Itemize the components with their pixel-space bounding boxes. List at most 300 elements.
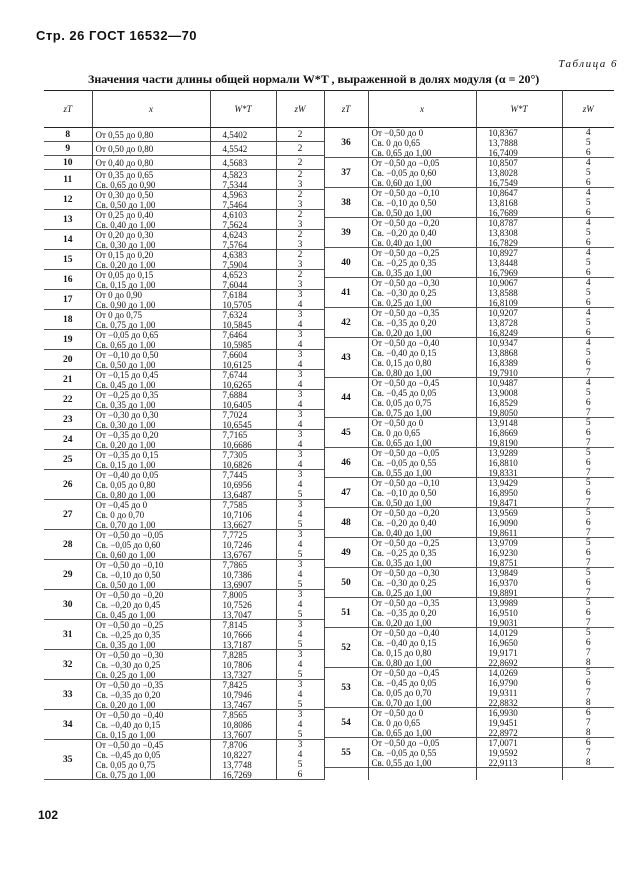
w-value: 16,7829 (488, 238, 518, 248)
w-value: 13,9008 (488, 388, 518, 398)
w-value: 13,9989 (488, 598, 518, 608)
right-group-44-x (369, 378, 476, 418)
right-group-48-zw (563, 508, 615, 538)
w-value: 19,9451 (488, 718, 518, 728)
x-range: Св. 0,35 до 1,00 (95, 640, 156, 650)
right-group-36-x (369, 128, 476, 158)
right-group-36-w (477, 128, 562, 158)
right-group-55-w (477, 738, 562, 768)
x-range: От −0,10 до 0,50 (95, 350, 159, 360)
zw-value: 7 (585, 438, 591, 448)
right-group-39-zw (563, 218, 615, 248)
zw-value: 7 (585, 528, 591, 538)
zw-value: 6 (585, 608, 591, 618)
x-range: От −0,50 до −0,05 (95, 530, 164, 540)
zw-value: 3 (297, 290, 303, 300)
x-range: От 0 до 0,75 (95, 310, 143, 320)
right-group-46-x (369, 448, 476, 478)
x-range: Св. −0,35 до 0,20 (371, 608, 437, 618)
x-range: От −0,50 до −0,40 (371, 338, 440, 348)
right-group-54-zt (325, 708, 368, 738)
header-zt-right: zT (324, 91, 368, 128)
zw-value: 2 (297, 190, 303, 200)
x-range: Св. 0,05 до 0,75 (95, 760, 156, 770)
w-value: 14,0269 (488, 668, 518, 678)
data-table-container (44, 90, 614, 804)
right-group-51-x (369, 598, 476, 628)
zw-value: 5 (585, 258, 591, 268)
w-value: 4,5683 (222, 158, 248, 168)
zw-value: 4 (297, 400, 303, 410)
right-group-53-zw (563, 668, 615, 708)
right-column-w (476, 128, 562, 781)
x-range: Св. 0,15 до 0,80 (371, 648, 432, 658)
zt-value: 22 (63, 394, 73, 405)
w-value: 16,7409 (488, 148, 518, 158)
zt-value: 30 (63, 599, 73, 610)
zt-value: 38 (341, 197, 351, 208)
right-group-37-w (477, 158, 562, 188)
zw-value: 6 (585, 458, 591, 468)
zt-value: 36 (341, 137, 351, 148)
w-value: 4,6383 (222, 250, 248, 260)
zw-value: 6 (585, 328, 591, 338)
zw-value: 4 (585, 188, 591, 198)
w-value: 7,7445 (222, 470, 248, 480)
zw-value: 3 (297, 200, 303, 210)
zt-value: 54 (341, 717, 351, 728)
zw-value: 2 (297, 250, 303, 260)
right-group-45-x (369, 418, 476, 448)
w-value: 10,9067 (488, 278, 518, 288)
x-range: Св. 0,15 до 1,00 (95, 280, 156, 290)
w-value: 7,7585 (222, 500, 248, 510)
w-value: 16,8810 (488, 458, 518, 468)
x-range: Св. −0,25 до 0,35 (371, 258, 437, 268)
x-range: Св. 0,15 до 1,00 (95, 730, 156, 740)
x-range: От −0,50 до −0,05 (371, 158, 440, 168)
right-group-36-zw (563, 128, 615, 158)
zw-value: 3 (297, 620, 303, 630)
x-range: Св. 0,80 до 1,00 (371, 658, 432, 668)
zw-value: 8 (585, 728, 591, 738)
left-group-32-zw (277, 650, 324, 680)
x-range: Св. 0,25 до 1,00 (371, 588, 432, 598)
x-range: Св. −0,05 до 0,60 (371, 168, 437, 178)
x-range: Св. 0,50 до 1,00 (95, 580, 156, 590)
zt-value: 32 (63, 659, 73, 670)
zw-value: 7 (585, 648, 591, 658)
w-value: 17,0071 (488, 738, 518, 748)
w-value: 13,9289 (488, 448, 518, 458)
left-group-10-w (211, 156, 276, 170)
w-value: 13,8308 (488, 228, 518, 238)
x-range: Св. −0,30 до 0,25 (95, 660, 161, 670)
left-group-35-zt (44, 740, 92, 780)
x-range: От −0,15 до 0,45 (95, 370, 159, 380)
left-group-18-zt (44, 310, 92, 330)
zw-value: 4 (297, 750, 303, 760)
zt-value: 43 (341, 352, 351, 363)
left-group-20-zt (44, 350, 92, 370)
left-group-8-x (93, 128, 210, 142)
zw-value: 7 (585, 468, 591, 478)
x-range: Св. 0,05 до 0,75 (371, 398, 432, 408)
right-group-46-zw (563, 448, 615, 478)
w-value: 10,7946 (222, 690, 252, 700)
right-group-40-zt (325, 248, 368, 278)
right-group-41-zw (563, 278, 615, 308)
header-x-right: x (368, 91, 476, 128)
zt-value: 40 (341, 257, 351, 268)
left-group-30-zt (44, 590, 92, 620)
zt-value: 35 (63, 754, 73, 765)
w-value: 19,8190 (488, 438, 518, 448)
x-range: От −0,50 до −0,45 (371, 378, 440, 388)
w-value: 4,5402 (222, 130, 248, 140)
left-group-27-x (93, 500, 210, 530)
zw-value: 3 (297, 430, 303, 440)
w-value: 10,8086 (222, 720, 252, 730)
w-value: 13,7607 (222, 730, 252, 740)
x-range: Св. 0,05 до 0,80 (95, 480, 156, 490)
x-range: От −0,50 до 0 (371, 128, 424, 138)
x-range: Св. 0,80 до 1,00 (95, 490, 156, 500)
x-range: Св. 0,45 до 1,00 (95, 610, 156, 620)
w-value: 19,9171 (488, 648, 518, 658)
left-group-29-zt (44, 560, 92, 590)
w-value: 22,8972 (488, 728, 518, 738)
w-value: 13,8028 (488, 168, 518, 178)
x-range: Св. −0,05 до 0,55 (371, 458, 437, 468)
left-group-10-zt (44, 156, 92, 170)
x-range: Св. −0,20 до 0,45 (95, 600, 161, 610)
w-value: 4,5542 (222, 144, 248, 154)
zw-value: 5 (297, 730, 303, 740)
x-range: Св. 0,90 до 1,00 (95, 300, 156, 310)
zt-value: 51 (341, 607, 351, 618)
x-range: Св. −0,25 до 0,35 (95, 630, 161, 640)
w-value: 7,6884 (222, 390, 248, 400)
x-range: Св. 0,75 до 1,00 (95, 320, 156, 330)
w-value: 7,6464 (222, 330, 248, 340)
zw-value: 5 (585, 568, 591, 578)
zw-value: 6 (585, 148, 591, 158)
right-group-42-zw (563, 308, 615, 338)
zt-value: 53 (341, 682, 351, 693)
right-group-45-zw (563, 418, 615, 448)
x-range: Св. −0,20 до 0,40 (371, 518, 437, 528)
left-group-19-x (93, 330, 210, 350)
right-group-43-zt (325, 338, 368, 378)
zt-value: 37 (341, 167, 351, 178)
zw-value: 3 (297, 680, 303, 690)
zw-value: 5 (585, 668, 591, 678)
zw-value: 4 (585, 248, 591, 258)
w-value: 10,9347 (488, 338, 518, 348)
left-group-29-x (93, 560, 210, 590)
zw-value: 4 (585, 218, 591, 228)
w-value: 4,6243 (222, 230, 248, 240)
table-caption: Значения части длины общей нормали W*T , выраженной в долях модуля (α = 20°) (88, 72, 540, 86)
right-group-40-w (477, 248, 562, 278)
zw-value: 6 (585, 518, 591, 528)
w-value: 10,6265 (222, 380, 252, 390)
page-number: 102 (38, 808, 59, 822)
left-group-15-zt (44, 250, 92, 270)
zw-value: 5 (585, 348, 591, 358)
x-range: Св. 0,30 до 1,00 (95, 240, 156, 250)
w-value: 7,5344 (222, 180, 248, 190)
w-value: 10,8227 (222, 750, 252, 760)
x-range: Св. 0,50 до 1,00 (371, 498, 432, 508)
w-value: 13,8168 (488, 198, 518, 208)
x-range: Св. −0,35 до 0,20 (371, 318, 437, 328)
w-value: 13,9569 (488, 508, 518, 518)
zw-value: 7 (585, 688, 591, 698)
w-value: 10,7246 (222, 540, 252, 550)
w-value: 13,6487 (222, 490, 252, 500)
w-value: 7,5624 (222, 220, 248, 230)
zw-value: 4 (297, 660, 303, 670)
page-header: Стр. 26 ГОСТ 16532—70 (36, 28, 198, 43)
w-value: 10,6826 (222, 460, 252, 470)
w-value: 13,6907 (222, 580, 252, 590)
zt-value: 9 (65, 143, 71, 154)
zw-value: 3 (297, 500, 303, 510)
normal-length-table (44, 90, 614, 780)
zw-value: 4 (297, 380, 303, 390)
zw-value: 6 (585, 428, 591, 438)
x-range: Св. 0,70 до 1,00 (95, 520, 156, 530)
w-value: 10,6686 (222, 440, 252, 450)
x-range: Св. −0,40 до 0,15 (95, 720, 161, 730)
w-value: 16,9510 (488, 608, 518, 618)
zt-value: 42 (341, 317, 351, 328)
zt-value: 8 (65, 129, 71, 140)
left-group-11-zt (44, 170, 92, 190)
x-range: Св. 0,20 до 1,00 (95, 440, 156, 450)
w-value: 19,8891 (488, 588, 518, 598)
right-group-36-zt (325, 128, 368, 158)
w-value: 16,9930 (488, 708, 518, 718)
x-range: От −0,50 до −0,25 (95, 620, 164, 630)
left-group-33-zw (277, 680, 324, 710)
x-range: От −0,50 до −0,25 (371, 538, 440, 548)
right-group-48-x (369, 508, 476, 538)
left-group-26-zw (277, 470, 324, 500)
w-value: 10,6545 (222, 420, 252, 430)
zt-value: 45 (341, 427, 351, 438)
left-group-22-zt (44, 390, 92, 410)
left-group-10-x (93, 156, 210, 170)
zw-value: 3 (297, 450, 303, 460)
zw-value: 6 (585, 268, 591, 278)
zw-value: 5 (585, 598, 591, 608)
right-group-52-x (369, 628, 476, 668)
zt-value: 16 (63, 274, 73, 285)
w-value: 13,8868 (488, 348, 518, 358)
left-group-25-zt (44, 450, 92, 470)
w-value: 7,8005 (222, 590, 248, 600)
zt-value: 33 (63, 689, 73, 700)
right-group-43-x (369, 338, 476, 378)
zw-value: 4 (297, 480, 303, 490)
zw-value: 3 (297, 220, 303, 230)
zw-value: 6 (297, 770, 303, 780)
zw-value: 5 (585, 228, 591, 238)
w-value: 7,8706 (222, 740, 248, 750)
zw-value: 4 (297, 600, 303, 610)
w-value: 16,7969 (488, 268, 518, 278)
right-group-38-zw (563, 188, 615, 218)
x-range: От −0,50 до −0,30 (371, 278, 440, 288)
w-value: 19,8471 (488, 498, 518, 508)
left-group-32-x (93, 650, 210, 680)
zw-value: 4 (297, 540, 303, 550)
zt-value: 41 (341, 287, 351, 298)
w-value: 16,8389 (488, 358, 518, 368)
left-group-24-zw (277, 430, 324, 450)
x-range: От −0,50 до −0,35 (95, 680, 164, 690)
x-range: Св. 0,80 до 1,00 (371, 368, 432, 378)
left-group-9-zw (277, 142, 324, 156)
left-group-13-zt (44, 210, 92, 230)
w-value: 10,7806 (222, 660, 252, 670)
x-range: От −0,50 до −0,10 (371, 188, 440, 198)
zw-value: 5 (297, 640, 303, 650)
zt-value: 46 (341, 457, 351, 468)
x-range: От −0,25 до 0,35 (95, 390, 159, 400)
right-group-55-zw (563, 738, 615, 768)
zw-value: 3 (297, 470, 303, 480)
left-group-31-zw (277, 620, 324, 650)
zw-value: 2 (297, 230, 303, 240)
right-group-55-zt (325, 738, 368, 768)
right-group-47-zw (563, 478, 615, 508)
zw-value: 2 (297, 158, 303, 168)
left-group-24-zt (44, 430, 92, 450)
zw-value: 3 (297, 370, 303, 380)
left-group-9-zt (44, 142, 92, 156)
zt-value: 19 (63, 334, 73, 345)
x-range: Св. −0,40 до 0,15 (371, 348, 437, 358)
x-range: От 0,15 до 0,20 (95, 250, 154, 260)
w-value: 16,8950 (488, 488, 518, 498)
right-group-38-zt (325, 188, 368, 218)
w-value: 16,7689 (488, 208, 518, 218)
w-value: 10,7106 (222, 510, 252, 520)
zw-value: 3 (297, 330, 303, 340)
zw-value: 7 (585, 368, 591, 378)
zt-value: 34 (63, 719, 73, 730)
w-value: 10,5985 (222, 340, 252, 350)
x-range: Св. 0,20 до 1,00 (371, 328, 432, 338)
w-value: 10,7526 (222, 600, 252, 610)
zw-value: 5 (297, 670, 303, 680)
zw-value: 5 (297, 610, 303, 620)
x-range: Св. 0,75 до 1,00 (95, 770, 156, 780)
zt-value: 20 (63, 354, 73, 365)
left-group-20-x (93, 350, 210, 370)
w-value: 7,7305 (222, 450, 248, 460)
left-group-14-zt (44, 230, 92, 250)
w-value: 22,8832 (488, 698, 518, 708)
zw-value: 4 (585, 158, 591, 168)
x-range: Св. 0,65 до 1,00 (371, 438, 432, 448)
left-group-30-zw (277, 590, 324, 620)
right-group-50-zw (563, 568, 615, 598)
zt-value: 27 (63, 509, 73, 520)
right-group-53-x (369, 668, 476, 708)
right-group-38-w (477, 188, 562, 218)
zw-value: 5 (297, 520, 303, 530)
x-range: Св. −0,35 до 0,20 (95, 690, 161, 700)
left-group-33-zt (44, 680, 92, 710)
zt-value: 31 (63, 629, 73, 640)
x-range: От −0,50 до −0,20 (371, 508, 440, 518)
left-group-29-zw (277, 560, 324, 590)
header-zw-right: zW (562, 91, 614, 128)
x-range: Св. 0,75 до 1,00 (371, 408, 432, 418)
right-group-54-w (477, 708, 562, 738)
w-value: 7,8425 (222, 680, 248, 690)
zt-value: 23 (63, 414, 73, 425)
w-value: 10,7386 (222, 570, 252, 580)
zt-value: 13 (63, 214, 73, 225)
right-group-42-w (477, 308, 562, 338)
zw-value: 3 (297, 280, 303, 290)
w-value: 7,6044 (222, 280, 248, 290)
x-range: От −0,50 до −0,20 (95, 590, 164, 600)
w-value: 7,7165 (222, 430, 248, 440)
w-value: 13,9709 (488, 538, 518, 548)
left-group-28-w (211, 530, 276, 560)
w-value: 13,6627 (222, 520, 252, 530)
x-range: От 0,30 до 0,50 (95, 190, 154, 200)
w-value: 13,7748 (222, 760, 252, 770)
w-value: 7,5904 (222, 260, 248, 270)
x-range: От −0,50 до −0,30 (371, 568, 440, 578)
zw-value: 6 (585, 738, 591, 748)
right-group-41-zt (325, 278, 368, 308)
left-group-26-zt (44, 470, 92, 500)
zw-value: 4 (297, 340, 303, 350)
left-group-21-zw (277, 370, 324, 390)
x-range: От −0,45 до 0 (95, 500, 148, 510)
x-range: От −0,50 до −0,35 (371, 308, 440, 318)
x-range: Св. 0 до 0,65 (371, 718, 421, 728)
w-value: 13,7888 (488, 138, 518, 148)
w-value: 14,0129 (488, 628, 518, 638)
right-group-43-w (477, 338, 562, 378)
zw-value: 4 (297, 570, 303, 580)
w-value: 16,7549 (488, 178, 518, 188)
zt-value: 29 (63, 569, 73, 580)
right-group-44-w (477, 378, 562, 418)
w-value: 7,8565 (222, 710, 248, 720)
w-value: 10,9487 (488, 378, 518, 388)
zw-value: 5 (585, 198, 591, 208)
w-value: 16,9790 (488, 678, 518, 688)
table-body (44, 128, 614, 781)
left-group-35-w (211, 740, 276, 780)
zt-value: 50 (341, 577, 351, 588)
x-range: От −0,50 до −0,10 (371, 478, 440, 488)
left-group-15-x (93, 250, 210, 270)
zw-value: 7 (585, 498, 591, 508)
w-value: 4,5823 (222, 170, 248, 180)
